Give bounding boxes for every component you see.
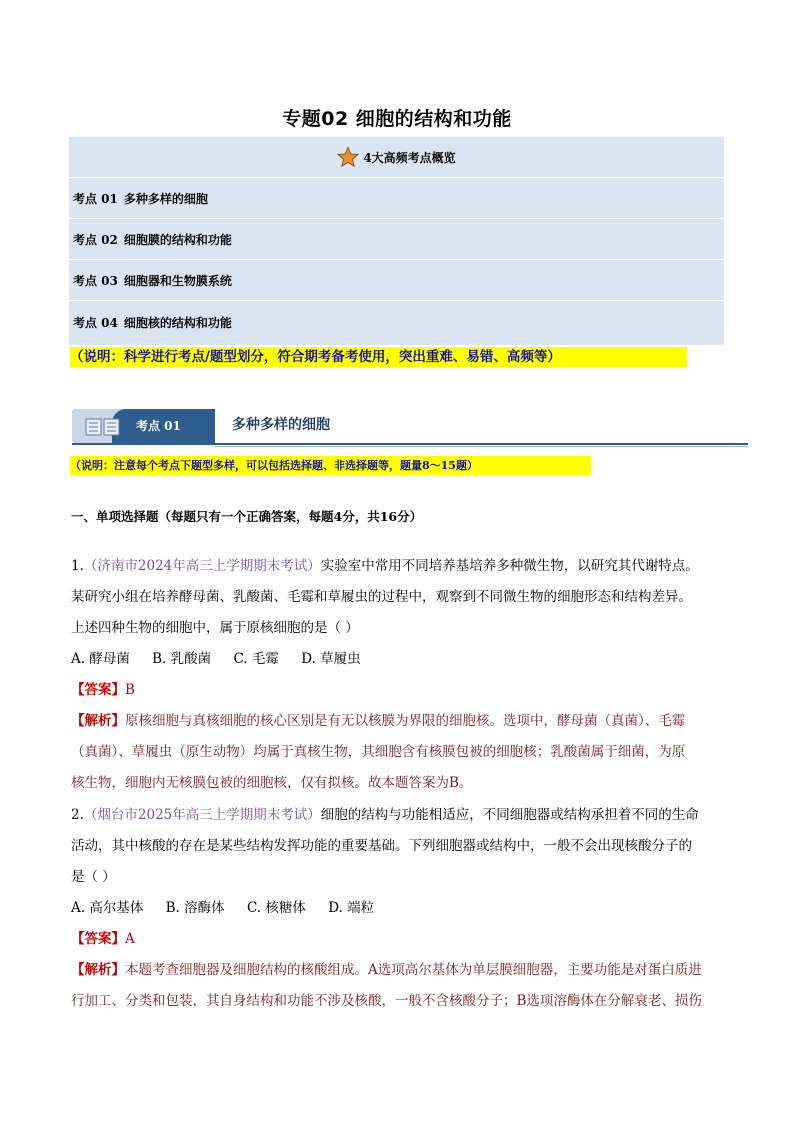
divider bbox=[215, 446, 748, 447]
overview-table bbox=[69, 137, 724, 345]
option: A. 高尔基体 bbox=[71, 900, 144, 916]
star-icon bbox=[337, 146, 359, 168]
answer-line bbox=[71, 924, 731, 955]
explanation-text: （真菌）、草履虫（原生动物）均属于真核生物，其细胞含有核膜包被的细胞核；乳酸菌属于细菌，为原 bbox=[71, 744, 686, 760]
question-number: 1. bbox=[71, 558, 84, 574]
question-line: 是（ ） bbox=[71, 869, 116, 885]
overview-item-label: 细胞器和生物膜系统 bbox=[123, 273, 232, 288]
answer-value: B bbox=[125, 682, 135, 698]
overview-header-text: 4大高频考点概览 bbox=[363, 150, 456, 165]
page-title: 专题02 细胞的结构和功能 bbox=[282, 108, 512, 130]
overview-item bbox=[69, 260, 724, 301]
book-icon bbox=[85, 418, 121, 436]
overview-item-label: 细胞核的结构和功能 bbox=[123, 316, 232, 330]
divider bbox=[72, 443, 748, 445]
question-line: 活动，其中核酸的存在是某些结构发挥功能的重要基础。下列细胞器或结构中，一般不会出现核酸分子的 bbox=[71, 838, 692, 854]
section-heading: 一、单项选择题（每题只有一个正确答案，每题4分，共16分） bbox=[71, 509, 423, 524]
question-line: 某研究小组在培养酵母菌、乳酸菌、毛霉和草履虫的过程中，观察到不同微生物的细胞形态和结构差异。 bbox=[71, 589, 692, 605]
explanation-text: 原核细胞与真核细胞的核心区别是有无以核膜为界限的细胞核。选项中，酵母菌（真菌）、毛霉 bbox=[125, 713, 686, 729]
question-text: 细胞的结构与功能相适应，不同细胞器或结构承担着不同的生命 bbox=[320, 807, 699, 823]
option: D. 端粒 bbox=[328, 900, 375, 916]
overview-item-label: 细胞膜的结构和功能 bbox=[123, 232, 232, 247]
question-1 bbox=[71, 551, 731, 799]
topic-banner bbox=[72, 409, 215, 443]
option: B. 溶酶体 bbox=[165, 900, 225, 916]
overview-item-code: 考点 01 bbox=[73, 191, 118, 206]
question-2 bbox=[71, 800, 731, 1017]
option: A. 酵母菌 bbox=[71, 651, 130, 667]
option: C. 核糖体 bbox=[246, 900, 306, 916]
explanation-label: 【解析】 bbox=[71, 962, 125, 978]
options-row bbox=[71, 893, 731, 924]
note-highlight: （说明：科学进行考点/题型划分，符合期考备考使用，突出重难、易错、高频等） bbox=[70, 347, 687, 367]
question-source: （烟台市2025年高三上学期期末考试） bbox=[83, 807, 321, 823]
question-source: （济南市2024年高三上学期期末考试） bbox=[83, 558, 321, 574]
question-text: 实验室中常用不同培养基培养多种微生物，以研究其代谢特点。 bbox=[320, 558, 699, 574]
overview-header bbox=[69, 137, 724, 178]
answer-line bbox=[71, 675, 731, 706]
question-line: 上述四种生物的细胞中，属于原核细胞的是（ ） bbox=[71, 620, 359, 636]
option: B. 乳酸菌 bbox=[152, 651, 212, 667]
overview-item bbox=[69, 219, 724, 260]
answer-label: 【答案】 bbox=[71, 931, 125, 947]
banner-title: 多种多样的细胞 bbox=[232, 417, 330, 433]
option: D. 草履虫 bbox=[301, 651, 361, 667]
overview-item-code: 考点 03 bbox=[73, 273, 118, 288]
overview-item-code: 考点 04 bbox=[73, 316, 118, 330]
overview-item bbox=[69, 301, 724, 344]
overview-item-code: 考点 02 bbox=[73, 232, 118, 247]
options-row bbox=[71, 644, 731, 675]
banner-label: 考点 01 bbox=[136, 419, 181, 433]
note-highlight: （说明：注意每个考点下题型多样，可以包括选择题、非选择题等，题量8～15题） bbox=[70, 456, 591, 475]
explanation-text: 本题考查细胞器及细胞结构的核酸组成。A选项高尔基体为单层膜细胞器，主要功能是对蛋白质进 bbox=[125, 962, 702, 978]
overview-item bbox=[69, 178, 724, 219]
explanation-text: 行加工、分类和包装，其自身结构和功能不涉及核酸，一般不含核酸分子；B选项溶酶体在分解衰老、损伤 bbox=[71, 993, 702, 1009]
question-line bbox=[71, 800, 731, 831]
question-number: 2. bbox=[71, 807, 84, 823]
explanation-text: 核生物，细胞内无核膜包被的细胞核，仅有拟核。故本题答案为B。 bbox=[71, 775, 473, 791]
question-line bbox=[71, 551, 731, 582]
explanation-label: 【解析】 bbox=[71, 713, 125, 729]
overview-item-label: 多种多样的细胞 bbox=[123, 191, 208, 206]
option: C. 毛霉 bbox=[233, 651, 279, 667]
answer-label: 【答案】 bbox=[71, 682, 125, 698]
explanation-line bbox=[71, 706, 731, 737]
explanation-line bbox=[71, 955, 731, 986]
answer-value: A bbox=[125, 931, 135, 947]
